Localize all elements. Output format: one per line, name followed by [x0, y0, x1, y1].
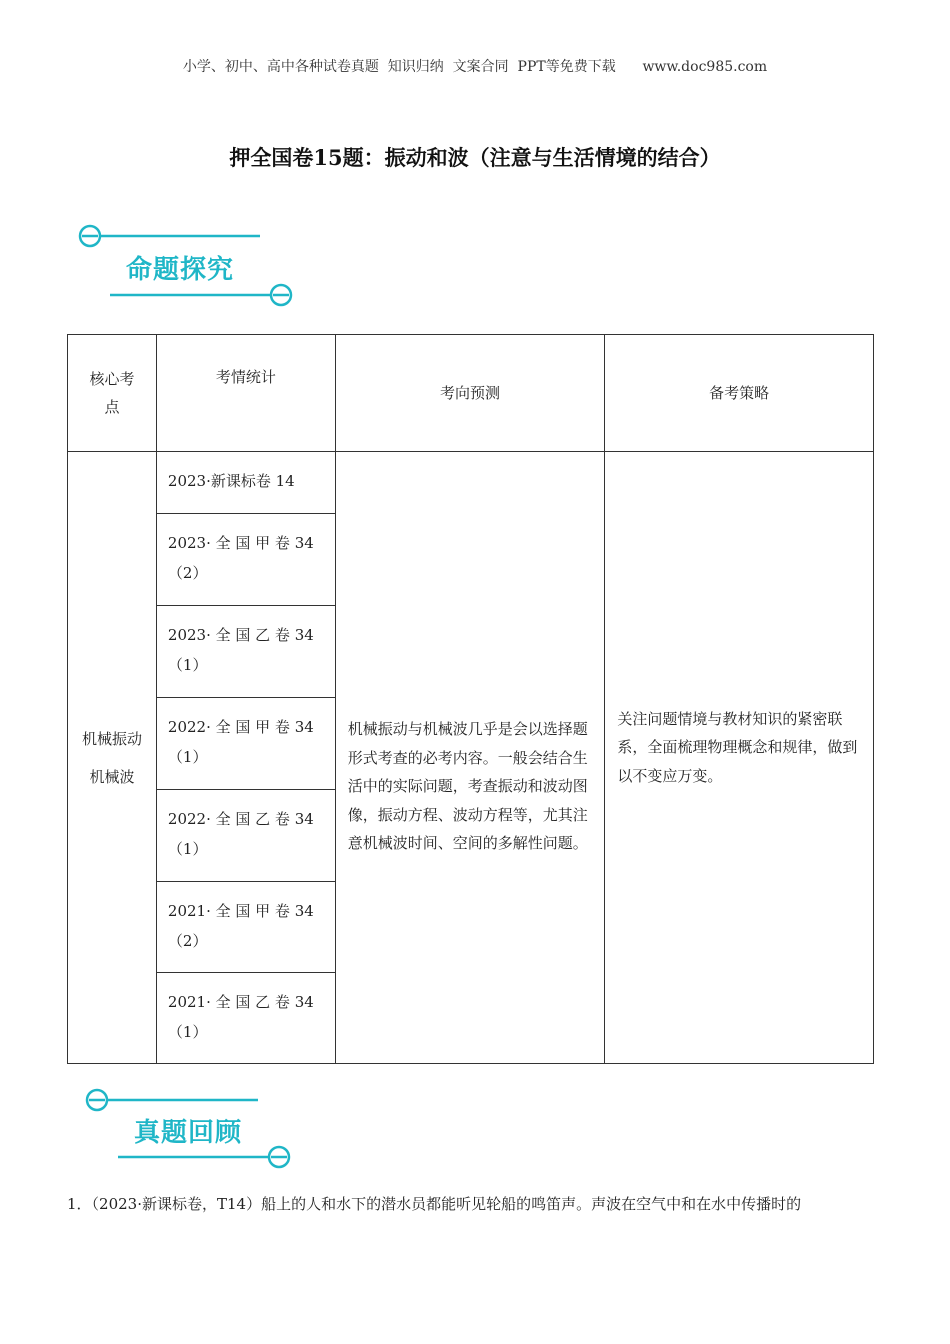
- topic-line-1: 机械振动: [81, 729, 142, 748]
- table-row: [68, 452, 874, 514]
- header-forecast: 考向预测: [335, 335, 605, 452]
- stat-line-1: 2021· 全 国 甲 卷 34: [167, 902, 314, 920]
- header-strategy: 备考策略: [605, 335, 874, 452]
- stat-line-1: 2023· 全 国 甲 卷 34: [167, 534, 314, 552]
- stat-cell: [156, 973, 335, 1064]
- stat-cell: [156, 790, 335, 882]
- question-1: [67, 1193, 879, 1214]
- stat-cell: [156, 514, 335, 606]
- stat-line-2: （1）: [167, 840, 208, 858]
- stat-line-2: （1）: [167, 656, 208, 674]
- stat-line-1: 2023·新课标卷 14: [167, 472, 295, 490]
- section-label-exploration: 命题探究: [126, 255, 235, 285]
- section-badge-review: [80, 1082, 310, 1174]
- stat-cell: [156, 698, 335, 790]
- stat-cell: [156, 882, 335, 973]
- stat-line-1: 2021· 全 国 乙 卷 34: [167, 993, 314, 1011]
- stat-line-2: （1）: [167, 748, 208, 766]
- stat-line-2: （2）: [167, 932, 208, 950]
- forecast-text: 机械振动与机械波几乎是会以选择题形式考查的必考内容。一般会结合生活中的实际问题，考查振动和波动图像，振动方程、波动方程等，尤其注意机械波时间、空间的多解性问题。: [347, 720, 588, 853]
- page-header: 小学、初中、高中各种试卷真题 知识归纳 文案合同 PPT等免费下载 www.doc985.com: [182, 59, 768, 75]
- question-number: 1．: [67, 1195, 92, 1213]
- stat-line-1: 2022· 全 国 甲 卷 34: [167, 718, 314, 736]
- stat-line-1: 2023· 全 国 乙 卷 34: [167, 626, 314, 644]
- table-header-row: [68, 335, 874, 452]
- stat-cell: [156, 452, 335, 514]
- page-title: 押全国卷15题：振动和波（注意与生活情境的结合）: [229, 145, 721, 170]
- stat-cell: [156, 606, 335, 698]
- exam-analysis-table: [67, 334, 874, 1064]
- topic-line-2: 机械波: [89, 767, 135, 786]
- strategy-cell: [605, 452, 874, 1064]
- core-topic-cell: [68, 452, 157, 1064]
- header-core: 核心考点: [68, 335, 157, 452]
- section-label-review: 真题回顾: [134, 1118, 243, 1148]
- strategy-text: 关注问题情境与教材知识的紧密联系，全面梳理物理概念和规律，做到以不变应万变。: [617, 709, 858, 785]
- stat-line-1: 2022· 全 国 乙 卷 34: [167, 810, 314, 828]
- section-badge-exploration: [72, 218, 302, 310]
- forecast-cell: [335, 452, 605, 1064]
- stat-line-2: （2）: [167, 564, 208, 582]
- question-text: （2023·新课标卷，T14）船上的人和水下的潜水员都能听见轮船的鸣笛声。声波在空气中和在水中传播时的: [91, 1195, 802, 1213]
- stat-line-2: （1）: [167, 1023, 208, 1041]
- header-stats: 考情统计: [156, 335, 335, 452]
